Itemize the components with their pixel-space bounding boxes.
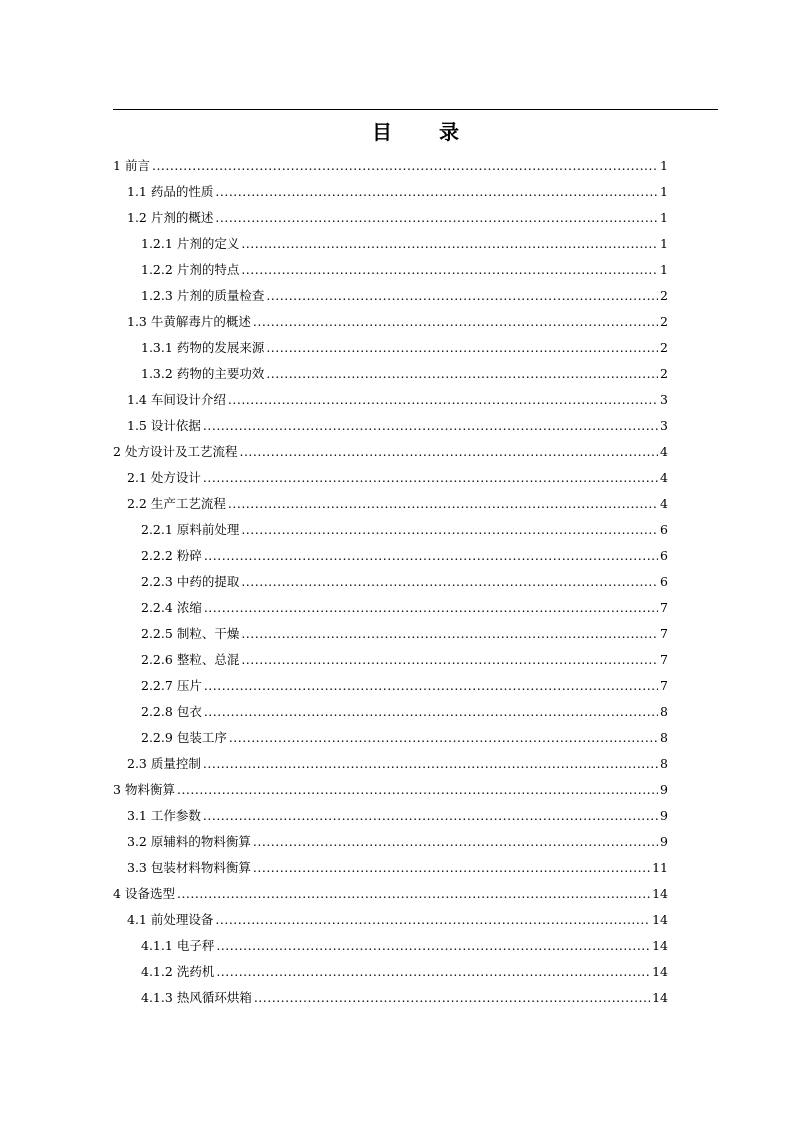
toc-entry-label: 前言 [124, 158, 150, 173]
toc-entry[interactable] [113, 829, 668, 855]
toc-entry[interactable] [113, 569, 668, 595]
toc-entry-number: 1.2.3 [141, 288, 173, 303]
toc-entry-number: 3.1 [127, 808, 147, 823]
toc-dot-leader [215, 179, 658, 205]
toc-entry-page: 9 [660, 808, 668, 823]
toc-entry-page: 2 [660, 314, 668, 329]
toc-entry-page: 2 [660, 288, 668, 303]
toc-entry-number: 3.3 [127, 860, 147, 875]
toc-entry-page: 1 [660, 262, 668, 277]
toc-entry[interactable] [113, 361, 668, 387]
header-rule [113, 109, 718, 110]
toc-entry-label: 片剂的定义 [176, 236, 240, 251]
toc-dot-leader [204, 595, 658, 621]
toc-entry-label: 处方设计及工艺流程 [124, 444, 238, 459]
toc-entry-label: 压片 [176, 678, 202, 693]
toc-entry-page: 7 [660, 678, 668, 693]
toc-entry-label: 生产工艺流程 [150, 496, 226, 511]
toc-entry-page: 7 [660, 652, 668, 667]
toc-entry-number: 1.5 [127, 418, 147, 433]
toc-dot-leader [215, 205, 658, 231]
toc-entry-number: 2.2.8 [141, 704, 173, 719]
toc-entry-label: 包衣 [176, 704, 202, 719]
toc-entry[interactable] [113, 907, 668, 933]
toc-entry-number: 2.2.5 [141, 626, 173, 641]
toc-entry[interactable] [113, 855, 668, 881]
toc-entry[interactable] [113, 231, 668, 257]
toc-entry-label: 包装工序 [176, 730, 227, 745]
toc-entry-label: 片剂的质量检查 [176, 288, 265, 303]
toc-entry-page: 1 [660, 236, 668, 251]
toc-entry-number: 1.3.1 [141, 340, 173, 355]
table-of-contents [113, 153, 668, 1011]
toc-dot-leader [203, 465, 658, 491]
toc-entry-label: 前处理设备 [150, 912, 214, 927]
toc-entry-number: 4.1.3 [141, 990, 173, 1005]
toc-entry-label: 浓缩 [176, 600, 202, 615]
toc-dot-leader [241, 647, 658, 673]
toc-entry-page: 9 [660, 834, 668, 849]
toc-entry-page: 14 [652, 938, 668, 953]
toc-entry-number: 1.2.1 [141, 236, 173, 251]
toc-entry-page: 1 [660, 210, 668, 225]
toc-entry-label: 药物的发展来源 [176, 340, 265, 355]
toc-entry-number: 2.2.1 [141, 522, 173, 537]
toc-dot-leader [229, 725, 658, 751]
toc-dot-leader [216, 933, 650, 959]
toc-dot-leader [152, 153, 658, 179]
toc-entry-page: 4 [660, 444, 668, 459]
toc-dot-leader [253, 855, 650, 881]
toc-entry-number: 2.2.3 [141, 574, 173, 589]
toc-entry[interactable] [113, 933, 668, 959]
toc-entry[interactable] [113, 387, 668, 413]
toc-entry[interactable] [113, 751, 668, 777]
toc-entry-page: 9 [660, 782, 668, 797]
toc-entry[interactable] [113, 725, 668, 751]
toc-dot-leader [266, 361, 658, 387]
toc-dot-leader [241, 621, 658, 647]
toc-entry[interactable] [113, 595, 668, 621]
toc-entry-page: 6 [660, 522, 668, 537]
toc-entry-number: 1.3.2 [141, 366, 173, 381]
toc-entry-page: 4 [660, 496, 668, 511]
toc-entry-label: 整粒、总混 [176, 652, 240, 667]
toc-entry-number: 1.1 [127, 184, 147, 199]
toc-entry-page: 11 [652, 860, 668, 875]
toc-entry-page: 14 [652, 990, 668, 1005]
toc-entry-number: 4.1 [127, 912, 147, 927]
toc-entry-number: 2.2.7 [141, 678, 173, 693]
toc-entry[interactable] [113, 621, 668, 647]
toc-entry[interactable] [113, 335, 668, 361]
toc-entry-label: 处方设计 [150, 470, 201, 485]
toc-entry-page: 8 [660, 730, 668, 745]
toc-dot-leader [241, 517, 658, 543]
toc-entry-number: 4 [113, 886, 121, 901]
toc-entry[interactable] [113, 985, 668, 1011]
toc-dot-leader [266, 283, 658, 309]
toc-dot-leader [177, 881, 650, 907]
toc-entry-label: 药物的主要功效 [176, 366, 265, 381]
toc-entry[interactable] [113, 491, 668, 517]
toc-entry-label: 设计依据 [150, 418, 201, 433]
toc-entry-number: 2.2.2 [141, 548, 173, 563]
toc-entry-label: 电子秤 [176, 938, 215, 953]
toc-entry-page: 7 [660, 626, 668, 641]
toc-entry-page: 3 [660, 418, 668, 433]
toc-dot-leader [239, 439, 658, 465]
toc-entry-page: 14 [652, 964, 668, 979]
toc-entry[interactable] [113, 777, 668, 803]
toc-entry-number: 4.1.1 [141, 938, 173, 953]
toc-entry-number: 2.3 [127, 756, 147, 771]
toc-entry-number: 2.2.6 [141, 652, 173, 667]
toc-entry-label: 片剂的概述 [150, 210, 214, 225]
toc-entry[interactable] [113, 543, 668, 569]
toc-entry[interactable] [113, 205, 668, 231]
toc-entry-page: 14 [652, 912, 668, 927]
toc-entry[interactable] [113, 257, 668, 283]
toc-entry-page: 8 [660, 756, 668, 771]
toc-entry[interactable] [113, 881, 668, 907]
toc-entry-number: 3 [113, 782, 121, 797]
toc-entry-label: 车间设计介绍 [150, 392, 226, 407]
toc-entry-number: 2.2.4 [141, 600, 173, 615]
toc-entry-page: 2 [660, 366, 668, 381]
toc-entry[interactable] [113, 647, 668, 673]
toc-dot-leader [204, 673, 658, 699]
toc-dot-leader [253, 309, 658, 335]
toc-entry-label: 热风循环烘箱 [176, 990, 252, 1005]
toc-entry[interactable] [113, 179, 668, 205]
toc-entry-page: 8 [660, 704, 668, 719]
toc-entry-page: 2 [660, 340, 668, 355]
toc-entry[interactable] [113, 439, 668, 465]
toc-entry-number: 2 [113, 444, 121, 459]
toc-entry-label: 制粒、干燥 [176, 626, 240, 641]
toc-dot-leader [228, 387, 658, 413]
toc-entry[interactable] [113, 413, 668, 439]
toc-entry-label: 设备选型 [124, 886, 175, 901]
toc-entry[interactable] [113, 517, 668, 543]
toc-entry-number: 2.2.9 [141, 730, 173, 745]
toc-entry-number: 1.3 [127, 314, 147, 329]
toc-entry-number: 1.4 [127, 392, 147, 407]
toc-entry-label: 牛黄解毒片的概述 [150, 314, 251, 329]
toc-dot-leader [203, 751, 658, 777]
toc-entry-number: 1 [113, 158, 121, 173]
toc-dot-leader [203, 413, 658, 439]
toc-entry-page: 1 [660, 158, 668, 173]
toc-entry-label: 物料衡算 [124, 782, 175, 797]
toc-entry-number: 1.2.2 [141, 262, 173, 277]
toc-entry[interactable] [113, 153, 668, 179]
toc-entry[interactable] [113, 673, 668, 699]
toc-entry-page: 14 [652, 886, 668, 901]
toc-dot-leader [253, 829, 658, 855]
toc-entry-number: 4.1.2 [141, 964, 173, 979]
toc-entry-label: 包装材料物料衡算 [150, 860, 251, 875]
toc-entry-label: 原辅料的物料衡算 [150, 834, 251, 849]
toc-entry-page: 6 [660, 548, 668, 563]
toc-dot-leader [203, 803, 658, 829]
toc-dot-leader [215, 907, 650, 933]
toc-entry-label: 原料前处理 [176, 522, 240, 537]
toc-dot-leader [254, 985, 650, 1011]
toc-title: 目 录 [372, 120, 479, 144]
toc-entry-label: 洗药机 [176, 964, 215, 979]
toc-entry-label: 药品的性质 [150, 184, 214, 199]
toc-entry[interactable] [113, 309, 668, 335]
toc-dot-leader [204, 543, 658, 569]
toc-entry-label: 中药的提取 [176, 574, 240, 589]
toc-entry-label: 片剂的特点 [176, 262, 240, 277]
toc-dot-leader [228, 491, 658, 517]
toc-dot-leader [241, 231, 658, 257]
toc-entry-page: 3 [660, 392, 668, 407]
toc-entry-number: 2.1 [127, 470, 147, 485]
toc-entry-label: 质量控制 [150, 756, 201, 771]
toc-entry[interactable] [113, 699, 668, 725]
toc-entry-label: 工作参数 [150, 808, 201, 823]
toc-entry-page: 4 [660, 470, 668, 485]
toc-entry-page: 1 [660, 184, 668, 199]
toc-dot-leader [177, 777, 658, 803]
toc-dot-leader [241, 569, 658, 595]
toc-dot-leader [266, 335, 658, 361]
toc-entry-number: 1.2 [127, 210, 147, 225]
toc-dot-leader [241, 257, 658, 283]
toc-entry-number: 2.2 [127, 496, 147, 511]
toc-entry-page: 6 [660, 574, 668, 589]
toc-entry[interactable] [113, 803, 668, 829]
toc-dot-leader [216, 959, 650, 985]
toc-entry[interactable] [113, 465, 668, 491]
toc-entry-page: 7 [660, 600, 668, 615]
toc-dot-leader [204, 699, 658, 725]
toc-entry-number: 3.2 [127, 834, 147, 849]
toc-entry-label: 粉碎 [176, 548, 202, 563]
toc-entry[interactable] [113, 959, 668, 985]
toc-entry[interactable] [113, 283, 668, 309]
